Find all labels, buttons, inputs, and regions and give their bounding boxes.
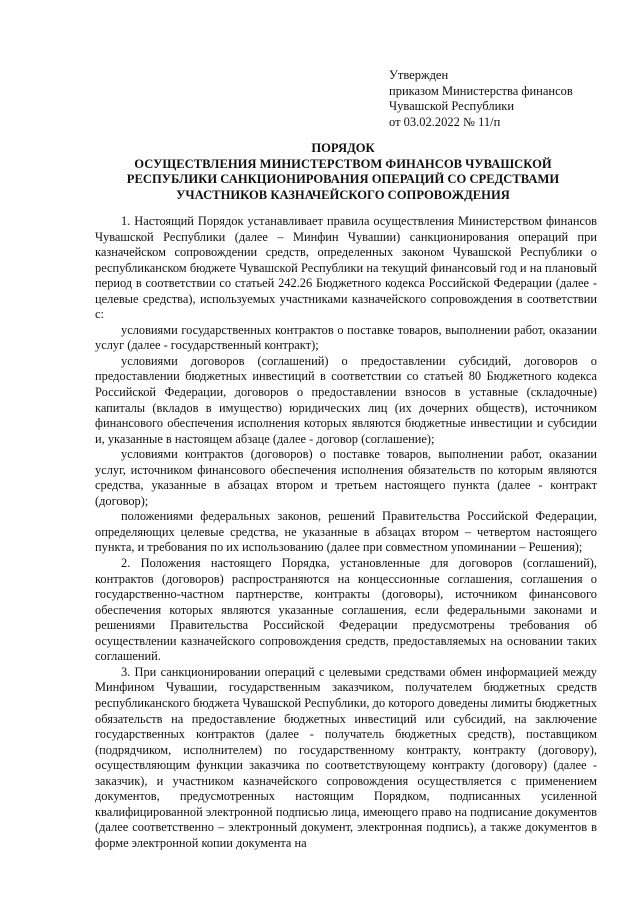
- title-line: ПОРЯДОК: [311, 141, 375, 155]
- approval-line: приказом Министерства финансов: [389, 83, 573, 98]
- document-body: [95, 214, 597, 851]
- approval-line: Утвержден: [389, 68, 449, 82]
- title-line: УЧАСТНИКОВ КАЗНАЧЕЙСКОГО СОПРОВОЖДЕНИЯ: [176, 187, 510, 202]
- approval-stamp: [389, 68, 573, 130]
- approval-date-line: от 03.02.2022 № 11/п: [389, 114, 501, 129]
- approval-line: Чувашской Республики: [389, 99, 515, 113]
- paragraph-agreements: условиями договоров (соглашений) о предоставлении субсидий, договоров о предоставлении бюджетных инвестиций в соответствии со статьей 80 Бюджетного кодекса Российской Федерации, договоров о предоставлении взносов в уставные (складочные) капиталы (вкладов в имущество) юридических лиц (их дочерних обществ), источником финансового обеспечения исполнения которых являются бюджетные инвестиции и субсидии и, указанные в настоящем абзаце (далее - договор (соглашение);: [95, 353, 597, 446]
- paragraph-contracts: условиями контрактов (договоров) о поставке товаров, выполнении работ, оказании услуг, источником финансового обеспечения исполнения обязательств по которым являются средства, указанные в абзацах втором и третьем настоящего пункта (далее - контракт (договор);: [95, 447, 597, 508]
- title-line: ОСУЩЕСТВЛЕНИЯ МИНИСТЕРСТВОМ ФИНАНСОВ ЧУВАШСКОЙ: [134, 156, 552, 171]
- document-title: [96, 141, 590, 203]
- paragraph-federal-laws: положениями федеральных законов, решений Правительства Российской Федерации, определяющих целевые средства, не указанные в абзацах втором – четвертом настоящего пункта, и требования по их использованию (далее при совместном упоминании – Решения);: [95, 509, 597, 555]
- paragraph-state-contracts: условиями государственных контрактов о поставке товаров, выполнении работ, оказании услуг (далее - государственный контракт);: [95, 322, 597, 353]
- paragraph-2: 2. Положения настоящего Порядка, установленные для договоров (соглашений), контрактов (договоров) распространяются на концессионные соглашения, соглашения о государственно-частном партнерстве, контракты (договоры), источником финансового обеспечения которых являются указанные соглашения, если федеральными законами и решениями Правительства Российской Федерации предусмотрены требования об осуществлении казначейского сопровождения средств, предоставляемых на основании таких соглашений.: [95, 556, 597, 664]
- title-line: РЕСПУБЛИКИ САНКЦИОНИРОВАНИЯ ОПЕРАЦИЙ СО СРЕДСТВАМИ: [126, 172, 560, 186]
- paragraph-1: 1. Настоящий Порядок устанавливает правила осуществления Министерством финансов Чувашской Республики (далее – Минфин Чувашии) санкционирования операций при казначейском сопровождении средств, определенных законом Чувашской Республики о республиканском бюджете Чувашской Республики на текущий финансовый год и на плановый период в соответствии со статьей 242.26 Бюджетного кодекса Российской Федерации (далее - целевые средства), используемых участниками казначейского сопровождения в соответствии с:: [95, 214, 597, 322]
- paragraph-3: 3. При санкционировании операций с целевыми средствами обмен информацией между Минфином Чувашии, государственным заказчиком, получателем бюджетных средств республиканского бюджета Чувашской Республики, до которого доведены лимиты бюджетных обязательств на предоставление бюджетных инвестиций или субсидий, на заключение государственных контрактов (далее - получатель бюджетных средств), поставщиком (подрядчиком, исполнителем) по государственному контракту, контракту (договору), осуществляющим функции заказчика по соответствующему контракту (договору) (далее - заказчик), и участником казначейского сопровождения осуществляется с применением документов, предусмотренных настоящим Порядком, подписанных усиленной квалифицированной электронной подписью лица, имеющего право на подписание документов (далее соответственно – электронный документ, электронная подпись), а также документов в форме электронной копии документа на: [95, 664, 597, 850]
